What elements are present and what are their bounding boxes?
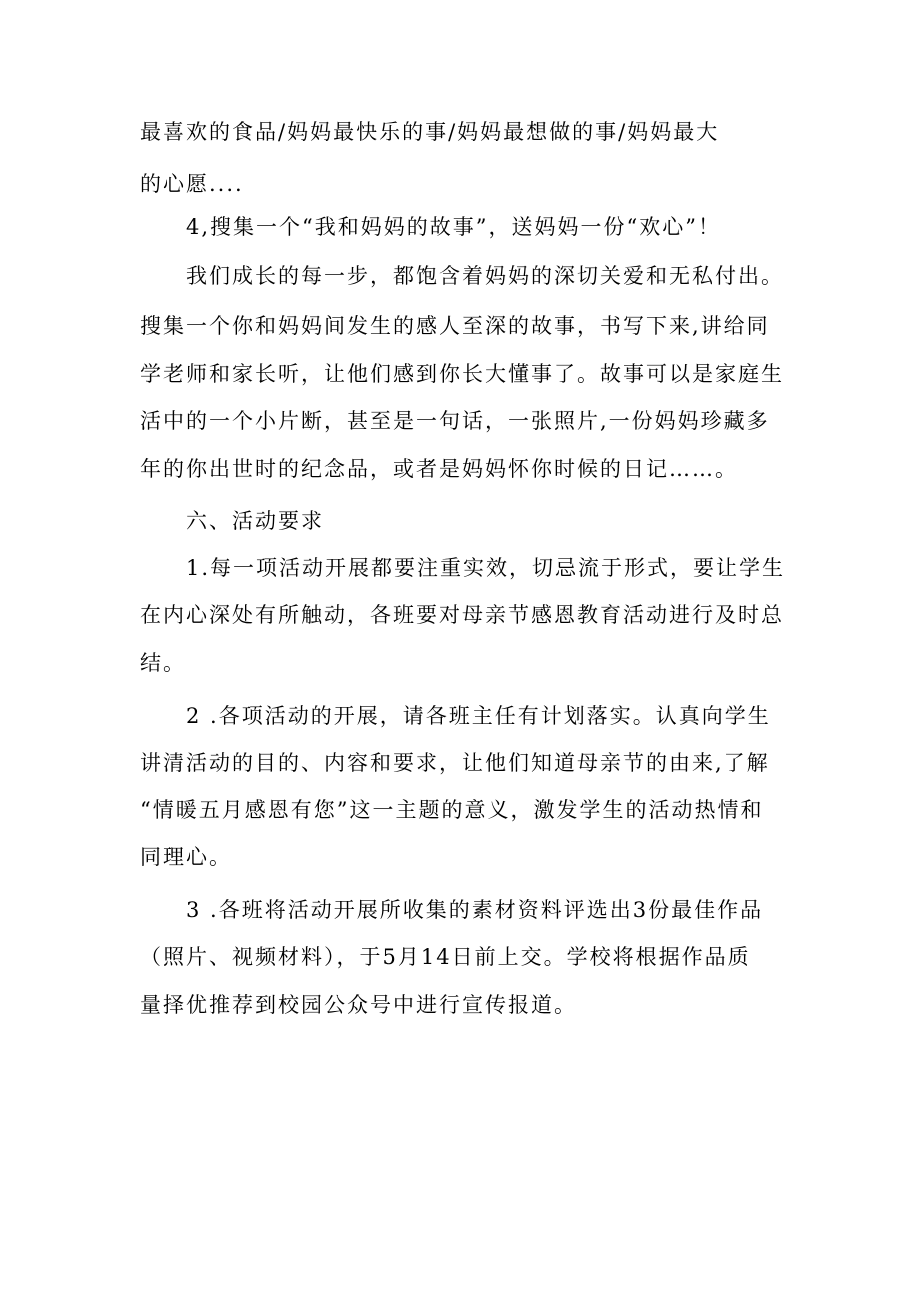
item-4-heading: 4,搜集一个“我和妈妈的故事”，送妈妈一份“欢心”！: [186, 215, 721, 239]
text-line: 学老师和家长听，让他们感到你长大懂事了。故事可以是家庭生: [140, 362, 784, 386]
text-line: 我们成长的每一步，都饱含着妈妈的深切关爱和无私付出。: [186, 264, 784, 288]
text-line: 结。: [140, 651, 186, 675]
text-line: 的心愿....: [140, 172, 244, 196]
text-line: 3 .各班将活动开展所收集的素材资料评选出3份最佳作品: [186, 898, 764, 922]
section-heading: 六、活动要求: [186, 509, 324, 533]
text-line: 同理心。: [140, 845, 232, 869]
text-line: 讲清活动的目的、内容和要求，让他们知道母亲节的由来,了解: [140, 751, 770, 775]
text-line: 在内心深处有所触动，各班要对母亲节感恩教育活动进行及时总: [140, 603, 784, 627]
text-line: 量择优推荐到校园公众号中进行宣传报道。: [140, 993, 577, 1017]
text-line: 2 .各项活动的开展，请各班主任有计划落实。认真向学生: [186, 704, 771, 728]
text-line: 最喜欢的食品/妈妈最快乐的事/妈妈最想做的事/妈妈最大: [140, 120, 720, 144]
text-line: 年的你出世时的纪念品，或者是妈妈怀你时候的日记……。: [140, 457, 738, 481]
text-line: 1.每一项活动开展都要注重实效，切忌流于形式，要让学生: [186, 556, 786, 580]
text-line: “情暖五月感恩有您”这一主题的意义，激发学生的活动热情和: [140, 798, 764, 822]
text-line: 搜集一个你和妈妈间发生的感人至深的故事，书写下来,讲给同: [140, 314, 770, 338]
text-line: 活中的一个小片断，甚至是一句话，一张照片,一份妈妈珍藏多: [140, 409, 770, 433]
text-line: （照片、视频材料），于5月14日前上交。学校将根据作品质: [140, 945, 751, 969]
